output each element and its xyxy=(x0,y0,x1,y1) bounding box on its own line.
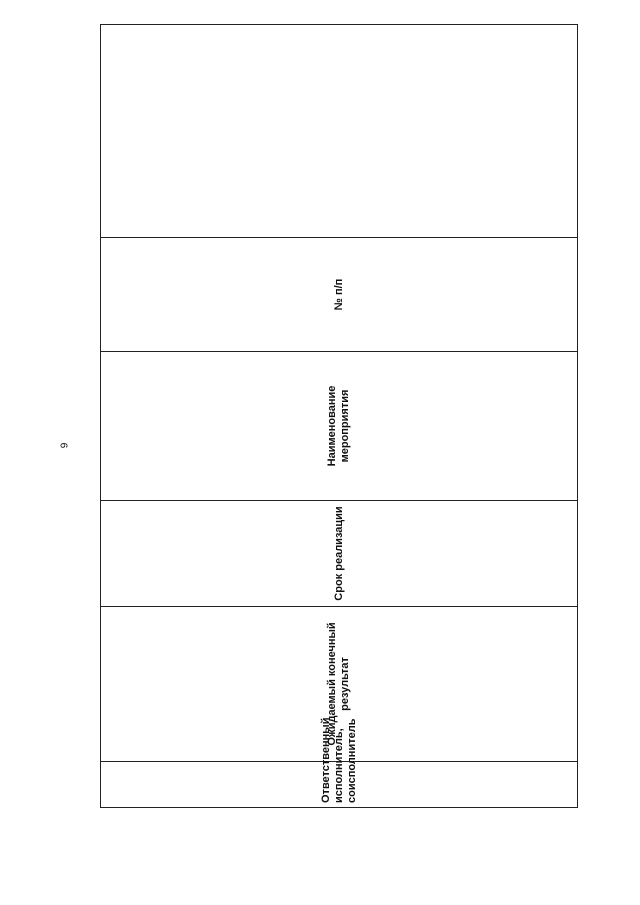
table-header-row xyxy=(101,25,578,808)
header-num: № п/п xyxy=(101,238,578,352)
measures-table xyxy=(100,24,578,808)
page-number: 9 xyxy=(59,442,71,449)
header-responsible: Ответственный исполнитель, соисполнитель xyxy=(101,762,578,808)
header-name: Наименование мероприятия xyxy=(101,352,578,501)
header-period: Срок реализации xyxy=(101,501,578,607)
header-result: Ожидаемый конечный результат xyxy=(101,607,578,762)
header-empty xyxy=(101,25,578,238)
rotated-table-wrapper xyxy=(100,25,578,808)
